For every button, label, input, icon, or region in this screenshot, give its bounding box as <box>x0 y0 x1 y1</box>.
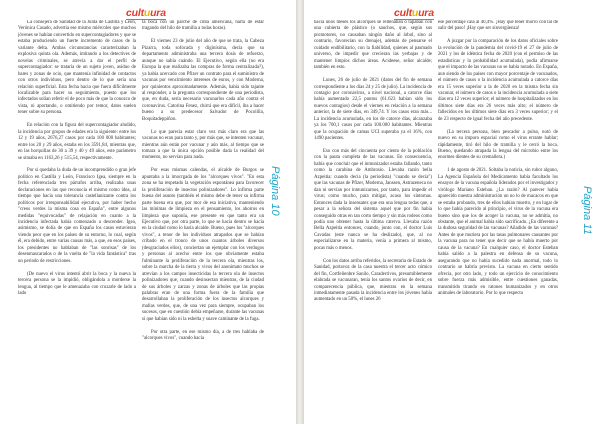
paragraph: El viernes 23 de julio del año de que se trata, la Cabeza Pizarra, toda sofocada y diginísima, decía que su departamento administraba una tercera dosis de refuerzo, aunque no sabía cuándo. El Ejecutivo, según ella (no era Europa la que realizaba las compras de forma centralizada?), ya había acercado con Pfizer un contrato para el suministro de vacunas por vencimiento intereses de euros, y con Moderna, por quinientos aproximadamente. Además, había sido tajante al responder, a la pregunta correspondiente de una periodista, que, en duda, sería necesario vacunarlos cada año contra el coronavirus. Catorina Fenez, chirrá que era difícil, iba a hacer bueno a su predecesor Salvador de Pocolilla, Boquitadeppiñon. <box>142 39 264 122</box>
paragraph: hacía unos meses los alcorques se rellenaban o tapaban con una cubierta de plástico (o sauchos, que, según sus promotores, no causaban ningún daño al árbol, sino al contrario, favorecían su drenaje), además de pensarse el cuidado endibilitario, con la fiabilidad, quienes al pasmado universo, de impedir que crecieran las yerbajas y de mantener limpios dichos áreas. Acideese, señor alcalde; también en esto. <box>314 20 432 71</box>
logo-text-end: ura <box>418 7 434 19</box>
paragraph: la boca con un parche de cinta americana, harta de estar tragando del hilo de tramilla a todas horas). <box>142 20 264 32</box>
page-folio-left <box>269 166 280 216</box>
logo-text-start: cult <box>126 7 144 19</box>
section-logo <box>394 7 434 20</box>
logo-letter-accent: u <box>411 7 419 19</box>
paragraph: Lunes, 26 de julio de 2021 (datos del fin de semana correspondiente a los días 24 y 25 de julio). La incidencia de contagio por coronavirus, a nivel nacional, a catorce días había aumentado 22,5 puntos (61.623 habían sido los nuevos contagios) desde el viernes en relación a la semana anterior, la de siete días, en 349,74. Y los casos eran más... La incidencia acumulada, en los de catorce días, alcanzaba ya los 700,1 casos por cada 100.000 habitantes. Mientras que la ocupación de camas UCI superaba ya el 16%, con 1490 pacientes. <box>314 78 432 142</box>
page-folio-right <box>581 186 592 235</box>
paragraph: La consejera de Sanidad de la Junta de Castilla y León, Verónica Casado, advertía ese mismo miércoles que muchos jóvenes se habían convertido en supercontagiadores y que se estaba produciendo un fuerte incremento de casos de la variante delta. Ambas circunstancias caracterizaban la explosiva quinta ola. Además, imitando a los detectives de novelas criminales, se atrevía a dar el perfil de supercontagiador: se trataría de un sujeto joven, asiduo de bares y zonas de ocio, que mantenía infinidad de contactos con otros individuos, pero dentro de lo que sería una relación superficial. Esta fecha hacia que fuera difícilmente localizable para hacer su seguimiento, puesto que los infectados solían referir el de poco más de que la conozco de vista, ni aportando, o omitiendo por temor, datos suelen tener sobre su persona. <box>18 20 136 116</box>
paragraph: Por esas mismas calendas, el alcalde de Burgos se apuntaba a la imocrgada de los "alcorques vivos". "En esta zona se ha respetado la vegetación espontánea para favorecer la proliferación de insectos polinizadores". Lo infirma parte buena del asunto (también el mismo debe de tener su infirma parte buena era que, por mor de esa iniciativa, manteniendo las mínimas de limpieza en el pensamiento, los ahorros en limpieza que suponía, ese presente en que tanto era un Ejecutivo que, por otra parte, lo que se hacía dentro se hacía en la ciudad como lo haría alcalde. Bueno, pues los "alcorques vivos", a tenor de los individuos atrapados que se habían cribado en el tronco de unos cuantos árboles diversos (desgraciados ellos), conciertan un ejemplar con los verdugos y personas al acecho entre los que obviamente estaba fulminante la proliferación de la tercera ola, mientras los, sobre la marcha de la tierra y vivos del anonimato muchos se atrevían a los campos insecticidas la tercera ola de insectos polinizadores que, cuando desinsectan mientras, de la ciudad de sus árboles y zarzas y zonas de árboles que las propias palabras eran de una forma fuera de la familia que desarrollaban la proliferación de los insectos alcorques y mallas verdes, que, de una vez para siempre, ocupaban los sucesos, que en cuestión debía empeñarse, durante las vacunas si que habían sido ni la esbelta y suave caminante de la fuga. <box>142 168 264 322</box>
paragraph: (De nuevo el virus intentó abrir la boca y la nueva la tercera persona se la impidió, obligándola a morderse la lengua, al tiempo que le amenazaba con cruzarle de lado a lado <box>18 271 136 296</box>
paragraph: En relación con la figura del supercontagiador aludido, la incidencia por grupos de edades era la siguiente: entre los 12 y 19 años, 2676,27 casos por cada 100 000 habitantes; entre los 20 y 29 años, estaba en los 3591,84, mientras que, en las horquillas de 30 a 39 y 40 y 49 años, este parámetro se situaba en 1163,26 y 515,54, respectivamente. <box>18 123 136 161</box>
paragraph: 1 de agosto de 2021. Soltaba la noticia, sin rubor alguno, La Agencia Española del Medicamento había facultado los ensayos de la vacuna española liderados por el investigador y virólogo Mariano Esteban. ¿La razón? Al parecer había aparecido nuestra administración un no lo de macacos en que se estaba probando, tres de ellos habían muerto, y en lugar de lo que había parecido al principio, el virus de la vacuna era bueno sino que los de acoger la vacuna, no se admitía, no obstante, que el animal había sido sacrificado. ¿En diferente a la dudosa seguridad de las vacunas? Añadido de las vacunas? Antes de que muriera por las tasas pulmonares causantes por la vacuna para no tener que decir que se había muerto por causa de la vacuna? En cualquier caso, el doctor Esteban había salido a la palestra en defensa de su vacuna, asegurando que no había sucedido nada anormal, todo lo contrario se habría previsto. La vacuna en cierto sentido ofrecía, por otro lado, y todo un ejercicio de conocimiento sobre fuerza más admisible, entre cuestiones ganadas, transmitido tirando en ratones humanizados y en otros animales de laboratorio. Por lo que respecta <box>438 168 558 296</box>
paragraph: Por otra parte, en ese mismo día, a de tres hablaba de "alcorques vivos", cuando hacia <box>142 329 264 342</box>
paragraph: ese porcentaje cala al 40,4%. ¡Hay que tener morro con tal de salir del paso! ¡Hay que ser sinvergüenza! <box>438 20 558 32</box>
spread-gutter <box>296 0 304 424</box>
logo-text-start: cult <box>394 7 412 19</box>
logo-text-end: ura <box>150 7 166 19</box>
column-right-1 <box>314 20 432 418</box>
paragraph: (La tercera persona, bien pescador a pulso, notó de nuevo en su impuro espacial como el virus errante hablar; rápidamente, tiró del hilo de tramilla y le cerró la boca. Bueno, quedando atrapada la lengua del microbio entre los enormes dientes de su cremallera.) <box>438 129 558 161</box>
paragraph: Eso con más del cincuenta por ciento de la población con la pauta completa de las vacunas. En consecuencia, había que concluir que el inmunizador estaba fallando, tanto como la carabina de Ambrosio. Llevaba razón bella Azpeitia: cuando decía (la periodista) "cuando se decía") que las vacunas de Pfizer, Moderna, Janssen, Astrazeneca no dan ni servían por inmunizarnos, por tanto, para impedir el virus; como mucho, para mitigar, acaso los síntomas. Entonces dada la insensatez que era una lengua todas que, a pesar a la señora del sistema aquel que por fin había conseguido otras en tan corto tiempo y sin más rodeos como podía uno obtener hasta la última caterva. Llevaba razón Bella Azpeitia entonces, cuando, junto con, el doctor Luis Cavadas (este nunca se ha deslizado), que, al no especializarse en la materia, venía a primera al mismo, pocas más o menos. <box>314 149 432 251</box>
paragraph: Lo que parecía estar claro vez más claro era que las vacunas no eran para tanto y, por más que, se intenten vacunar, mientras aún están por vacunar y aún más, al tiempo que se tomara a que la única opción posible dada la realidad del momento, no servían para nada. <box>142 129 264 161</box>
column-right-2 <box>438 20 558 418</box>
page-left <box>0 0 296 424</box>
folio-word: Página <box>581 186 593 221</box>
folio-number: 11 <box>581 223 593 235</box>
section-logo <box>126 7 166 20</box>
paragraph: A juzgar por la comparación de los datos oficiales sobre la evolución de la pandemia del covid-19 el 27 de julio de 2021 y los de idéntica fecha de 2020 (con el permiso de las estadísticas y la probabilidad acumulada), podía afirmarse que el impacto de las vacunas no se había notado. En España, aun siendo de los países con mayor porcentaje de vacunados, el número de casos o la incidencia acumulada a catorce días era 15 veces superior a la de 2020 en la misma fecha sin vacunar, el número de casos o la incidencia acumulada a siete días era 12 veces superior; el número de hospitalizados en los últimos siete días era 26 veces más alto; el número de fallecidos en los últimos siete días era 3 veces superior; y el de 23 respecto de igual fecha del año precedente. <box>438 39 558 122</box>
folio-number: 10 <box>269 203 281 216</box>
paragraph: Con los datos arriba referidos, la secretaria de Estado de Sanidad, portavoz de la casa nuestra el tercer acto cómico del fin, Cortfelienbre Sanilo, Caraderrivos, presumiblemente elabrada se vacunaran, tenía los santos ovarios de decir, en comparecencia pública, que, mientras en la semana inmediatamente pasada la incidencia entre los jóvenes había aumentado en un 50%, el lunes 26 <box>314 258 432 303</box>
column-left-2 <box>142 20 264 418</box>
folio-word: Página <box>269 166 281 201</box>
paragraph: Por si quedaba la duda de un incomprendido o gran jefe político en Castilla y León, Francisco Igea, siempre en la fecha referenciada tres párrafos arriba, realizaba unas declaraciones en las que reconocía el mismo como idea, al tiempo que hacía una tolerancia castellanizante contra los políticos por irresponsabilidad ejecutiva, por haber hecho "creos verdes la misma cosa en España", entre algunos medidas "equivocadas" de relajación en cuanto a la incidencia infectada había comenzado a descender. Igea, asimismo, se dolía de que en España los casos estuvieran viendo peor que en los países de su entorno, lo cual, según él, era debido, entre varias causas más, a que, en esos países, los presidentes no hablaban de "las sonrisas" de los desenmascarados o de la vuelta de "la vida fantástica" tras un periodo de restricciones. <box>18 168 136 264</box>
column-left-1 <box>18 20 136 418</box>
page-right <box>304 0 600 424</box>
logo-letter-accent: u <box>143 7 151 19</box>
